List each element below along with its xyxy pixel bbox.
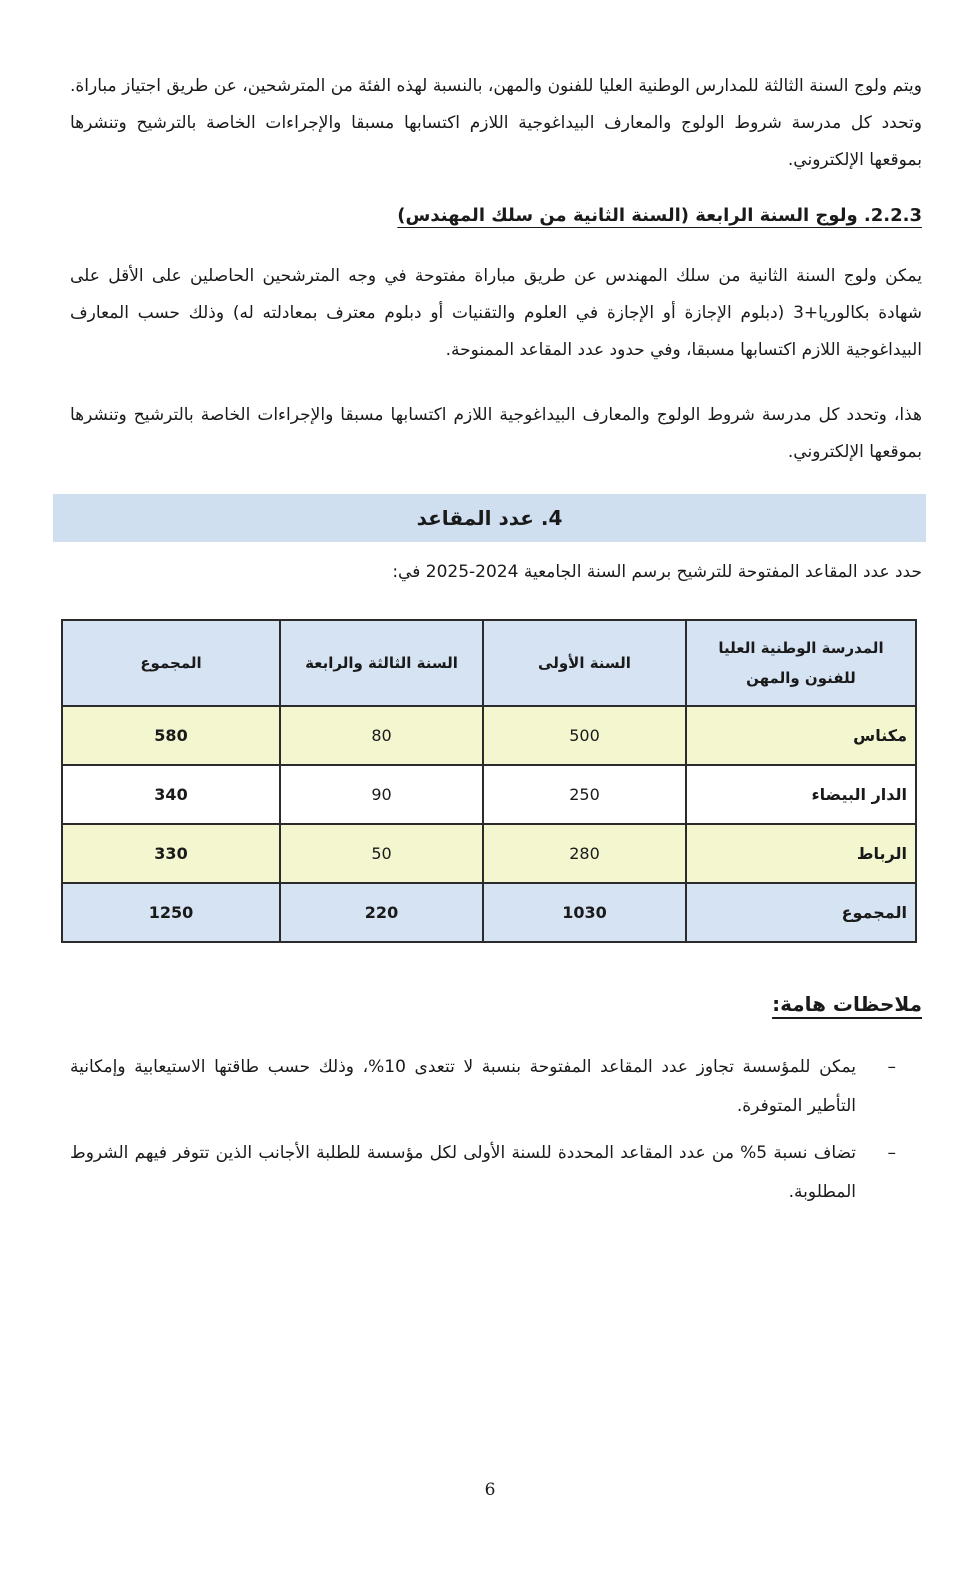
paragraph-school-requirements: هذا، وتحدد كل مدرسة شروط الولوج والمعارف البيداغوجية اللازم اكتسابها مسبقا والإجراءات الخاصة بالترشيح وتنشرها بموقعها الإلكتروني.: [70, 405, 922, 462]
cell-third-fourth-year: 80: [280, 706, 483, 765]
note-text: يمكن للمؤسسة تجاوز عدد المقاعد المفتوحة بنسبة لا تتعدى 10%، وذلك حسب طاقتها الاستيعابية وإمكانية التأطير المتوفرة.: [70, 1057, 857, 1116]
cell-third-fourth-year: 50: [280, 824, 483, 883]
note-text: تضاف نسبة 5% من عدد المقاعد المحددة للسنة الأولى لكل مؤسسة للطلبة الأجانب الذين تتوفر فيهم الشروط المطلوبة.: [70, 1143, 856, 1202]
paragraph-fourth-year-conditions: يمكن ولوج السنة الثانية من سلك المهندس عن طريق مباراة مفتوحة في وجه المترشحين الحاصلين على الأقل على شهادة بكالوريا+3 (دبلوم الإجازة أو الإجازة في العلوم والتقنيات أو دبلوم معترف بمعادلته له) وذلك حسب المعارف البيداغوجية اللازم اكتسابها مسبقا، وفي حدود عدد المقاعد الممنوحة.: [70, 266, 922, 360]
table-header-row: [62, 620, 916, 706]
cell-total: 340: [62, 765, 280, 824]
table-sum-row: [62, 883, 916, 942]
cell-third-fourth-year: 90: [280, 765, 483, 824]
section-title: 4. عدد المقاعد: [416, 506, 563, 530]
list-item: [70, 1134, 922, 1212]
header-total: المجموع: [62, 620, 280, 706]
header-third-fourth-year: السنة الثالثة والرابعة: [280, 620, 483, 706]
notes-title: ملاحظات هامة:: [772, 992, 922, 1016]
header-school: المدرسة الوطنية العليا للفنون والمهن: [686, 620, 916, 706]
table-row: [62, 706, 916, 765]
cell-school: الدار البيضاء: [686, 765, 916, 824]
cell-first-year: 280: [483, 824, 686, 883]
list-item: [70, 1048, 922, 1126]
header-first-year: السنة الأولى: [483, 620, 686, 706]
section-banner-seats: [53, 494, 926, 542]
notes-list: [70, 1048, 922, 1220]
seats-intro-text: حدد عدد المقاعد المفتوحة للترشيح برسم السنة الجامعية 2024-2025 في:: [392, 562, 922, 582]
cell-school: مكناس: [686, 706, 916, 765]
cell-sum-third-fourth-year: 220: [280, 883, 483, 942]
cell-school: الرباط: [686, 824, 916, 883]
cell-sum-first-year: 1030: [483, 883, 686, 942]
subheading-fourth-year-access: 2.2.3. ولوج السنة الرابعة (السنة الثانية من سلك المهندس): [397, 205, 922, 226]
cell-total: 330: [62, 824, 280, 883]
dash-bullet-icon: –: [887, 1057, 896, 1077]
cell-first-year: 500: [483, 706, 686, 765]
seats-table: [61, 619, 917, 943]
cell-total: 580: [62, 706, 280, 765]
table-row: [62, 824, 916, 883]
dash-bullet-icon: –: [887, 1143, 896, 1163]
cell-first-year: 250: [483, 765, 686, 824]
cell-sum-label: المجموع: [686, 883, 916, 942]
table-row: [62, 765, 916, 824]
cell-sum-total: 1250: [62, 883, 280, 942]
page-number: 6: [484, 1480, 496, 1500]
paragraph-third-year-access: ويتم ولوج السنة الثالثة للمدارس الوطنية العليا للفنون والمهن، بالنسبة لهذه الفئة من المترشحين، عن طريق اجتياز مباراة. وتحدد كل مدرسة شروط الولوج والمعارف البيداغوجية اللازم اكتسابها مسبقا والإجراءات الخاصة بالترشيح وتنشرها بموقعها الإلكتروني.: [70, 76, 922, 170]
